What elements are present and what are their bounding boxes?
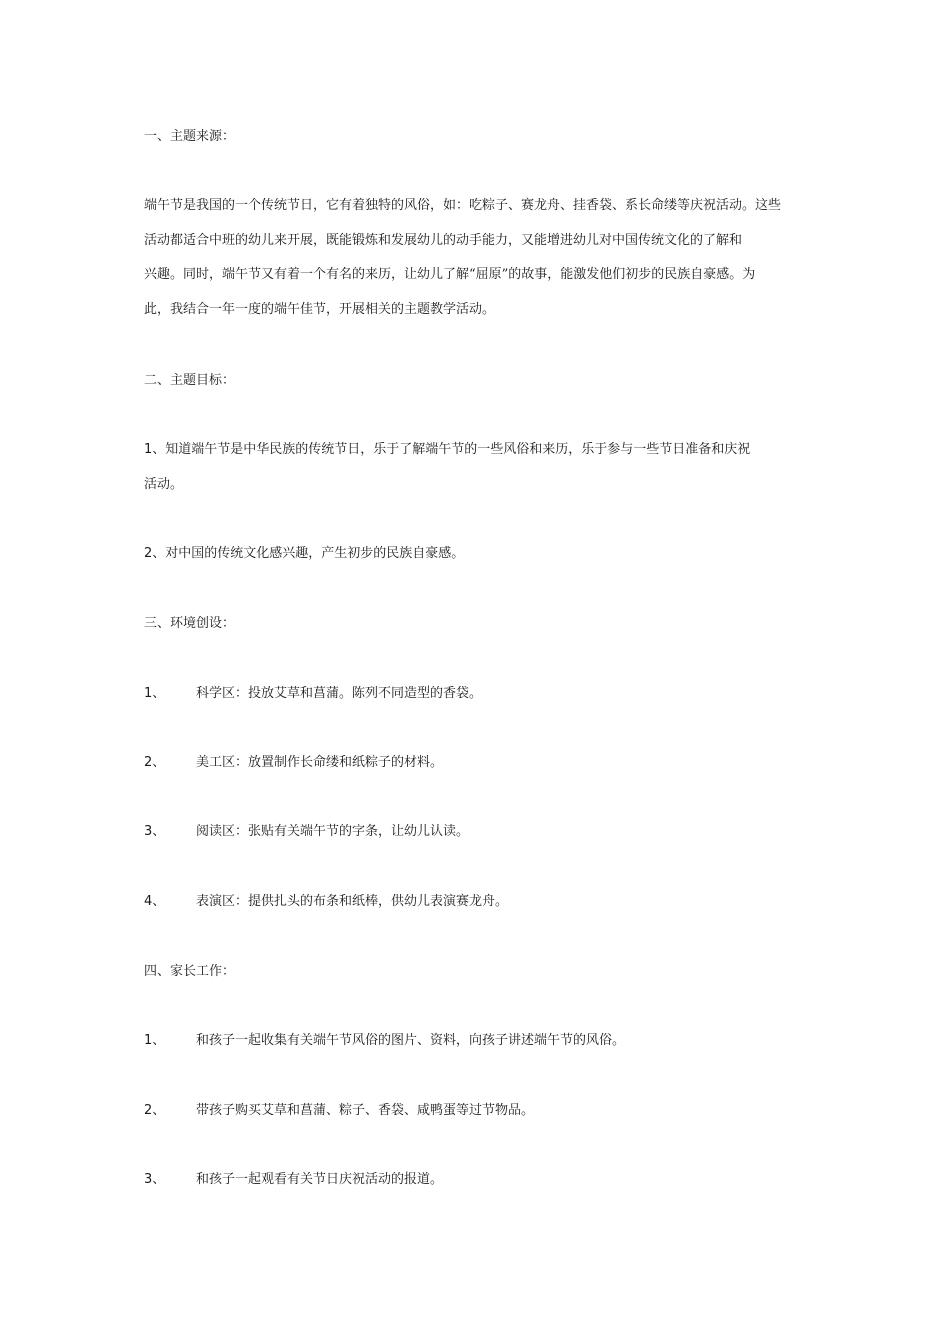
- list-item-text: 带孩子购买艾草和菖蒲、粽子、香袋、咸鸭蛋等过节物品。: [196, 1103, 535, 1118]
- list-item-number: 3、: [144, 824, 166, 839]
- list-item: [144, 1172, 443, 1188]
- list-item-number: 2、: [144, 755, 166, 770]
- list-item-number: 1、: [144, 686, 166, 701]
- list-item: [144, 686, 482, 702]
- list-item: [144, 824, 469, 840]
- list-item-text: 美工区：放置制作长命缕和纸粽子的材料。: [196, 755, 444, 770]
- paragraph-line: 端午节是我国的一个传统节日，它有着独特的风俗，如：吃粽子、赛龙舟、挂香袋、系长命缕等庆祝活动。这些: [144, 198, 782, 213]
- list-item-text: 阅读区：张贴有关端午节的字条，让幼儿认读。: [196, 824, 470, 839]
- goal-number: 1、: [144, 442, 166, 457]
- section-heading-environment: 三、环境创设：: [144, 616, 236, 631]
- section-heading-source: 一、主题来源：: [144, 129, 236, 144]
- paragraph-line: 此，我结合一年一度的端午佳节，开展相关的主题教学活动。: [144, 302, 496, 317]
- list-item-text: 表演区：提供扎头的布条和纸棒，供幼儿表演赛龙舟。: [196, 894, 509, 909]
- list-item-number: 1、: [144, 1033, 166, 1048]
- list-item-number: 2、: [144, 1103, 166, 1118]
- goal-item-1-continued: 活动。: [144, 477, 184, 492]
- goal-item-2: [144, 546, 464, 562]
- section-heading-goals: 二、主题目标：: [144, 373, 236, 388]
- list-item-text: 科学区：投放艾草和菖蒲。陈列不同造型的香袋。: [196, 686, 483, 701]
- list-item: [144, 1033, 625, 1049]
- goal-number: 2、: [144, 546, 166, 561]
- goal-text: 知道端午节是中华民族的传统节日，乐于了解端午节的一些风俗和来历，乐于参与一些节日准备和庆祝: [165, 442, 751, 457]
- paragraph-line: 活动都适合中班的幼儿来开展，既能锻炼和发展幼儿的动手能力，又能增进幼儿对中国传统文化的了解和: [144, 233, 743, 248]
- list-item-text: 和孩子一起收集有关端午节风俗的图片、资料，向孩子讲述端午节的风俗。: [196, 1033, 626, 1048]
- list-item: [144, 1103, 534, 1119]
- list-item-text: 和孩子一起观看有关节日庆祝活动的报道。: [196, 1172, 444, 1187]
- goal-item-1: [144, 442, 750, 458]
- goal-text: 对中国的传统文化感兴趣，产生初步的民族自豪感。: [165, 546, 465, 561]
- list-item-number: 4、: [144, 894, 166, 909]
- section-heading-parents: 四、家长工作：: [144, 964, 236, 979]
- list-item: [144, 894, 508, 910]
- list-item-number: 3、: [144, 1172, 166, 1187]
- paragraph-line: 兴趣。同时，端午节又有着一个有名的来历，让幼儿了解“屈原”的故事，能激发他们初步的民族自豪感。为: [144, 267, 756, 282]
- list-item: [144, 755, 443, 771]
